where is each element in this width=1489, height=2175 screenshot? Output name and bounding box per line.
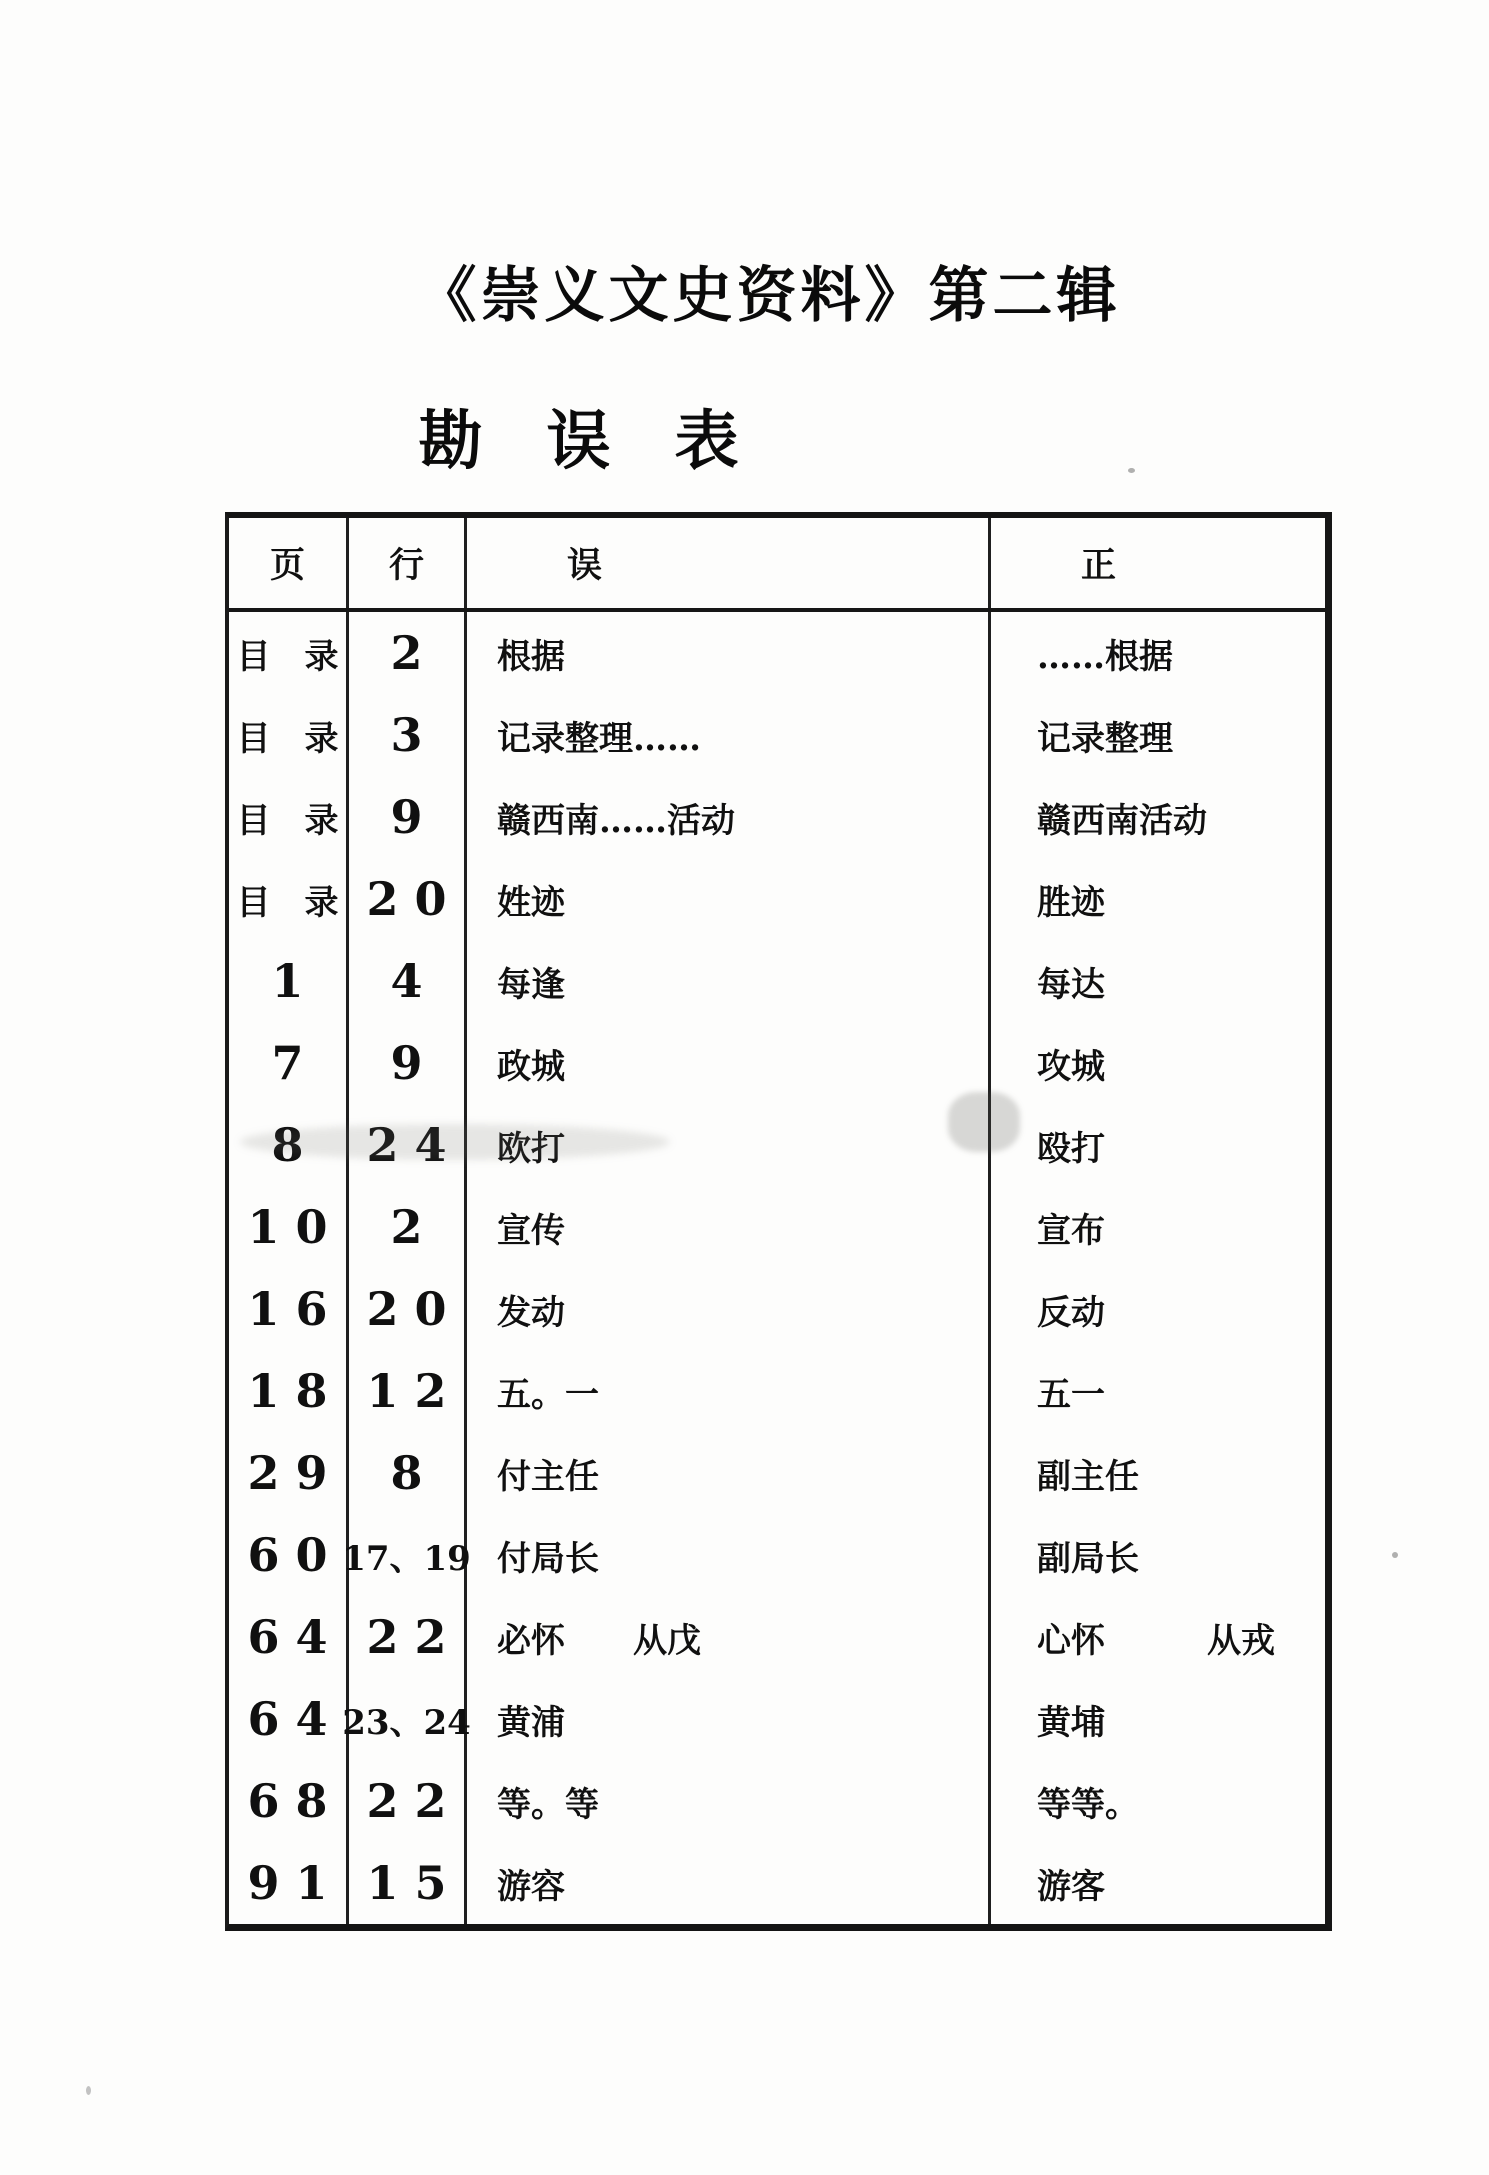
cell-page: 64	[229, 1678, 349, 1760]
cell-page: 目 录	[229, 776, 349, 858]
cell-page: 18	[229, 1350, 349, 1432]
cell-wrong: 黄浦	[467, 1678, 991, 1760]
table-row	[229, 1186, 1325, 1268]
cell-page: 1	[229, 940, 349, 1022]
cell-page: 目 录	[229, 694, 349, 776]
cell-line: 24	[349, 1104, 467, 1186]
cell-line: 4	[349, 940, 467, 1022]
cell-line: 8	[349, 1432, 467, 1514]
cell-right: 宣布	[1037, 1210, 1105, 1251]
table-row	[229, 1350, 1325, 1432]
table-row	[229, 1022, 1325, 1104]
cell-right: 记录整理	[1037, 718, 1173, 759]
cell-line: 9	[349, 776, 467, 858]
cell-page: 目 录	[229, 612, 349, 694]
table-row	[229, 1760, 1325, 1842]
cell-line: 15	[349, 1842, 467, 1924]
cell-line: 20	[349, 858, 467, 940]
table-row	[229, 940, 1325, 1022]
page-title: 《崇义文史资料》第二辑	[416, 261, 1121, 331]
page-subtitle: 勘 误 表	[418, 404, 739, 479]
cell-page: 29	[229, 1432, 349, 1514]
cell-page: 10	[229, 1186, 349, 1268]
cell-wrong: 宣传	[467, 1186, 991, 1268]
cell-page: 91	[229, 1842, 349, 1924]
cell-right: 副主任	[1037, 1456, 1139, 1497]
cell-right: 反动	[1037, 1292, 1105, 1333]
cell-page: 目 录	[229, 858, 349, 940]
cell-right: 赣西南活动	[1037, 800, 1207, 841]
errata-table-body	[229, 612, 1325, 1924]
scan-speckle	[86, 2086, 91, 2095]
cell-line: 2	[349, 1186, 467, 1268]
table-row	[229, 1678, 1325, 1760]
cell-line: 12	[349, 1350, 467, 1432]
cell-wrong: 政城	[467, 1022, 991, 1104]
cell-page: 60	[229, 1514, 349, 1596]
cell-line: 3	[349, 694, 467, 776]
cell-right: 等等。	[1037, 1784, 1139, 1825]
cell-line: 9	[349, 1022, 467, 1104]
table-row	[229, 1432, 1325, 1514]
cell-wrong: 付局长	[467, 1514, 991, 1596]
cell-right: 每达	[1037, 964, 1105, 1005]
cell-right: 殴打	[1037, 1128, 1105, 1169]
table-row	[229, 1596, 1325, 1678]
table-row	[229, 1842, 1325, 1924]
cell-wrong: 欧打	[467, 1104, 991, 1186]
table-row	[229, 776, 1325, 858]
cell-line: 20	[349, 1268, 467, 1350]
header-cell-line: 行	[349, 518, 467, 608]
cell-right: 胜迹	[1037, 882, 1105, 923]
cell-line: 22	[349, 1596, 467, 1678]
cell-page: 7	[229, 1022, 349, 1104]
table-row	[229, 694, 1325, 776]
table-row	[229, 612, 1325, 694]
cell-line: 23、24	[349, 1678, 467, 1760]
cell-wrong: 发动	[467, 1268, 991, 1350]
cell-wrong: 游容	[467, 1842, 991, 1924]
cell-right: 副局长	[1037, 1538, 1139, 1579]
cell-right: ……根据	[1037, 636, 1173, 677]
cell-page: 16	[229, 1268, 349, 1350]
cell-wrong: 必怀 从戊	[467, 1596, 991, 1678]
cell-wrong: 根据	[467, 612, 991, 694]
cell-line: 17、19	[349, 1514, 467, 1596]
cell-wrong: 每逢	[467, 940, 991, 1022]
cell-right: 攻城	[1037, 1046, 1105, 1087]
cell-wrong: 等。等	[467, 1760, 991, 1842]
table-row	[229, 1104, 1325, 1186]
cell-right: 五一	[1037, 1374, 1105, 1415]
cell-right: 心怀 从戎	[1037, 1620, 1275, 1661]
cell-line: 22	[349, 1760, 467, 1842]
cell-line: 2	[349, 612, 467, 694]
cell-wrong: 付主任	[467, 1432, 991, 1514]
header-cell-right: 正	[1081, 545, 1117, 586]
errata-table	[225, 512, 1332, 1931]
cell-wrong: 记录整理……	[467, 694, 991, 776]
table-row	[229, 1268, 1325, 1350]
cell-right: 游客	[1037, 1866, 1105, 1907]
cell-wrong: 姓迹	[467, 858, 991, 940]
cell-page: 68	[229, 1760, 349, 1842]
cell-wrong: 五。一	[467, 1350, 991, 1432]
table-row	[229, 1514, 1325, 1596]
header-cell-page: 页	[229, 518, 349, 608]
header-cell-wrong: 误	[467, 518, 991, 608]
cell-page: 64	[229, 1596, 349, 1678]
cell-page: 8	[229, 1104, 349, 1186]
table-header-row	[229, 518, 1325, 612]
cell-right: 黄埔	[1037, 1702, 1105, 1743]
cell-wrong: 赣西南……活动	[467, 776, 991, 858]
table-row	[229, 858, 1325, 940]
scan-speckle	[1392, 1552, 1398, 1558]
